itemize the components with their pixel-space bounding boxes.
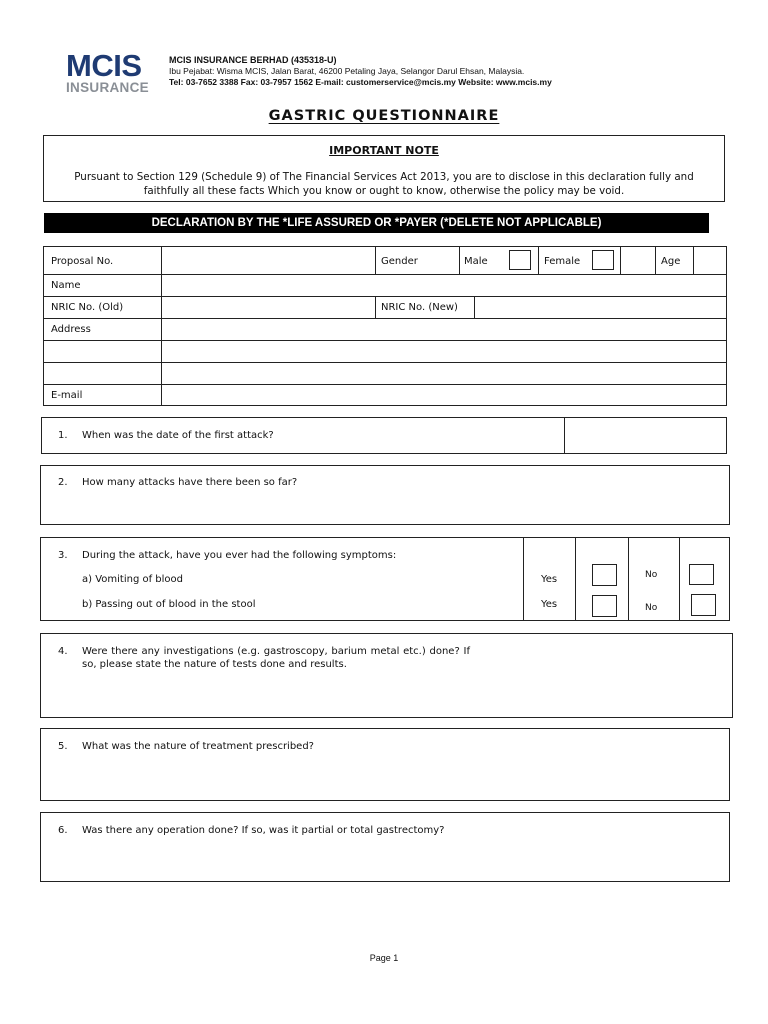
nric-old-label: NRIC No. (Old) bbox=[51, 302, 124, 313]
question-3b-no-checkbox[interactable] bbox=[691, 594, 716, 616]
question-6-number: 6. bbox=[58, 825, 68, 836]
male-label: Male bbox=[464, 256, 488, 267]
logo-subtitle: INSURANCE bbox=[66, 80, 149, 95]
question-3a-text: a) Vomiting of blood bbox=[82, 574, 184, 585]
question-4-number: 4. bbox=[58, 646, 68, 657]
question-3-box bbox=[40, 537, 730, 621]
nric-new-label: NRIC No. (New) bbox=[381, 302, 458, 313]
question-2-box bbox=[40, 465, 730, 525]
company-info bbox=[169, 55, 552, 88]
question-5-number: 5. bbox=[58, 741, 68, 752]
logo-wordmark: MCIS bbox=[66, 48, 142, 83]
age-label: Age bbox=[661, 256, 681, 267]
question-3b-no-label: No bbox=[645, 603, 658, 613]
email-label: E-mail bbox=[51, 390, 83, 401]
question-3a-no-checkbox[interactable] bbox=[689, 564, 714, 585]
question-3a-yes-checkbox[interactable] bbox=[592, 564, 617, 586]
question-1-number: 1. bbox=[58, 430, 68, 441]
question-3a-yes-label: Yes bbox=[541, 574, 558, 585]
question-1-box bbox=[41, 417, 727, 454]
question-1-text: When was the date of the first attack? bbox=[82, 430, 274, 441]
question-3b-yes-label: Yes bbox=[541, 599, 558, 610]
question-3b-yes-checkbox[interactable] bbox=[592, 595, 617, 617]
name-label: Name bbox=[51, 280, 81, 291]
company-address: Ibu Pejabat: Wisma MCIS, Jalan Barat, 46200 Petaling Jaya, Selangor Darul Ehsan, Malaysia. bbox=[169, 66, 525, 76]
address-label: Address bbox=[51, 324, 91, 335]
gender-label: Gender bbox=[381, 256, 418, 267]
question-3b-text: b) Passing out of blood in the stool bbox=[82, 599, 256, 610]
female-label: Female bbox=[544, 256, 581, 267]
question-3a-no-label: No bbox=[645, 570, 658, 580]
question-2-text: How many attacks have there been so far? bbox=[82, 477, 298, 488]
proposal-no-label: Proposal No. bbox=[51, 256, 114, 267]
question-6-box bbox=[40, 812, 730, 882]
personal-details-table bbox=[43, 246, 727, 406]
company-name: MCIS INSURANCE BERHAD (435318-U) bbox=[169, 55, 337, 65]
declaration-bar: DECLARATION BY THE *LIFE ASSURED OR *PAYER (*DELETE NOT APPLICABLE) bbox=[44, 213, 709, 233]
question-4-box bbox=[40, 633, 733, 718]
company-contact: Tel: 03-7652 3388 Fax: 03-7957 1562 E-mail: customerservice@mcis.my Website: www.mcis.my bbox=[169, 77, 552, 87]
page-title: GASTRIC QUESTIONNAIRE bbox=[268, 108, 500, 124]
question-4-text: Were there any investigations (e.g. gastroscopy, barium metal etc.) done? If so, please state the nature of tests done and results. bbox=[82, 646, 470, 670]
question-2-number: 2. bbox=[58, 477, 68, 488]
question-3-number: 3. bbox=[58, 550, 68, 561]
mcis-logo bbox=[66, 50, 156, 96]
question-5-text: What was the nature of treatment prescribed? bbox=[82, 741, 314, 752]
question-6-text: Was there any operation done? If so, was it partial or total gastrectomy? bbox=[82, 825, 445, 836]
question-5-box bbox=[40, 728, 730, 801]
important-note-heading: IMPORTANT NOTE bbox=[329, 144, 439, 157]
male-checkbox[interactable] bbox=[509, 250, 531, 270]
question-3-text: During the attack, have you ever had the following symptoms: bbox=[82, 550, 397, 561]
important-note-body: Pursuant to Section 129 (Schedule 9) of The Financial Services Act 2013, you are to disclose in this declaration fully and faithfully all these facts Which you know or ought to know, otherwise the policy may be void. bbox=[74, 171, 694, 197]
page-number: Page 1 bbox=[369, 953, 399, 963]
important-note-box bbox=[43, 135, 725, 202]
female-checkbox[interactable] bbox=[592, 250, 614, 270]
